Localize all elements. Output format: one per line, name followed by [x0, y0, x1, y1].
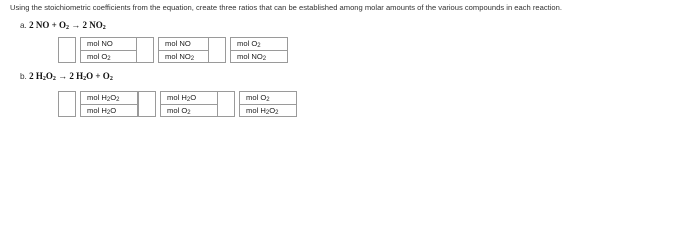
- ratio-denominator: mol $NO_2$: [237, 52, 267, 62]
- coefficient-input-a1[interactable]: [58, 37, 76, 63]
- coefficient-input-a3[interactable]: [208, 37, 226, 63]
- ratio-denominator: mol $H_2O$: [87, 106, 117, 116]
- coefficient-input-b1[interactable]: [58, 91, 76, 117]
- part-a-equation: 2 NO + $O_2 \to 2$ $NO_2$: [29, 20, 106, 31]
- part-a-header: [20, 20, 106, 31]
- coefficient-input-b3[interactable]: [217, 91, 235, 117]
- part-b-label: b.: [20, 72, 27, 81]
- ratio-numerator: mol $O_2$: [246, 93, 270, 103]
- ratio-fraction-b2: [160, 91, 218, 117]
- part-b-equation: 2 $H_2O_2 \to 2$ $H_2O + O_2$: [29, 71, 113, 82]
- ratio-denominator: mol $O_2$: [167, 106, 191, 116]
- part-b-header: [20, 71, 113, 82]
- ratio-numerator: mol $O_2$: [237, 39, 261, 49]
- ratio-fraction-a1: [80, 37, 138, 63]
- ratio-numerator: mol $H_2O$: [167, 93, 197, 103]
- ratio-fraction-b1: [80, 91, 138, 117]
- ratio-denominator: mol $H_2O_2$: [246, 106, 279, 116]
- ratio-numerator: mol NO: [87, 39, 113, 48]
- ratio-denominator: mol $NO_2$: [165, 52, 195, 62]
- part-a-label: a.: [20, 21, 27, 30]
- ratio-numerator: mol $H_2O_2$: [87, 93, 120, 103]
- coefficient-input-b2[interactable]: [138, 91, 156, 117]
- question-prompt: Using the stoichiometric coefficients from the equation, create three ratios that can be established among molar amounts of the various compounds in each reaction.: [10, 3, 562, 12]
- ratio-denominator: mol $O_2$: [87, 52, 111, 62]
- ratio-fraction-b3: [239, 91, 297, 117]
- coefficient-input-a2[interactable]: [136, 37, 154, 63]
- ratio-numerator: mol NO: [165, 39, 191, 48]
- ratio-fraction-a3: [230, 37, 288, 63]
